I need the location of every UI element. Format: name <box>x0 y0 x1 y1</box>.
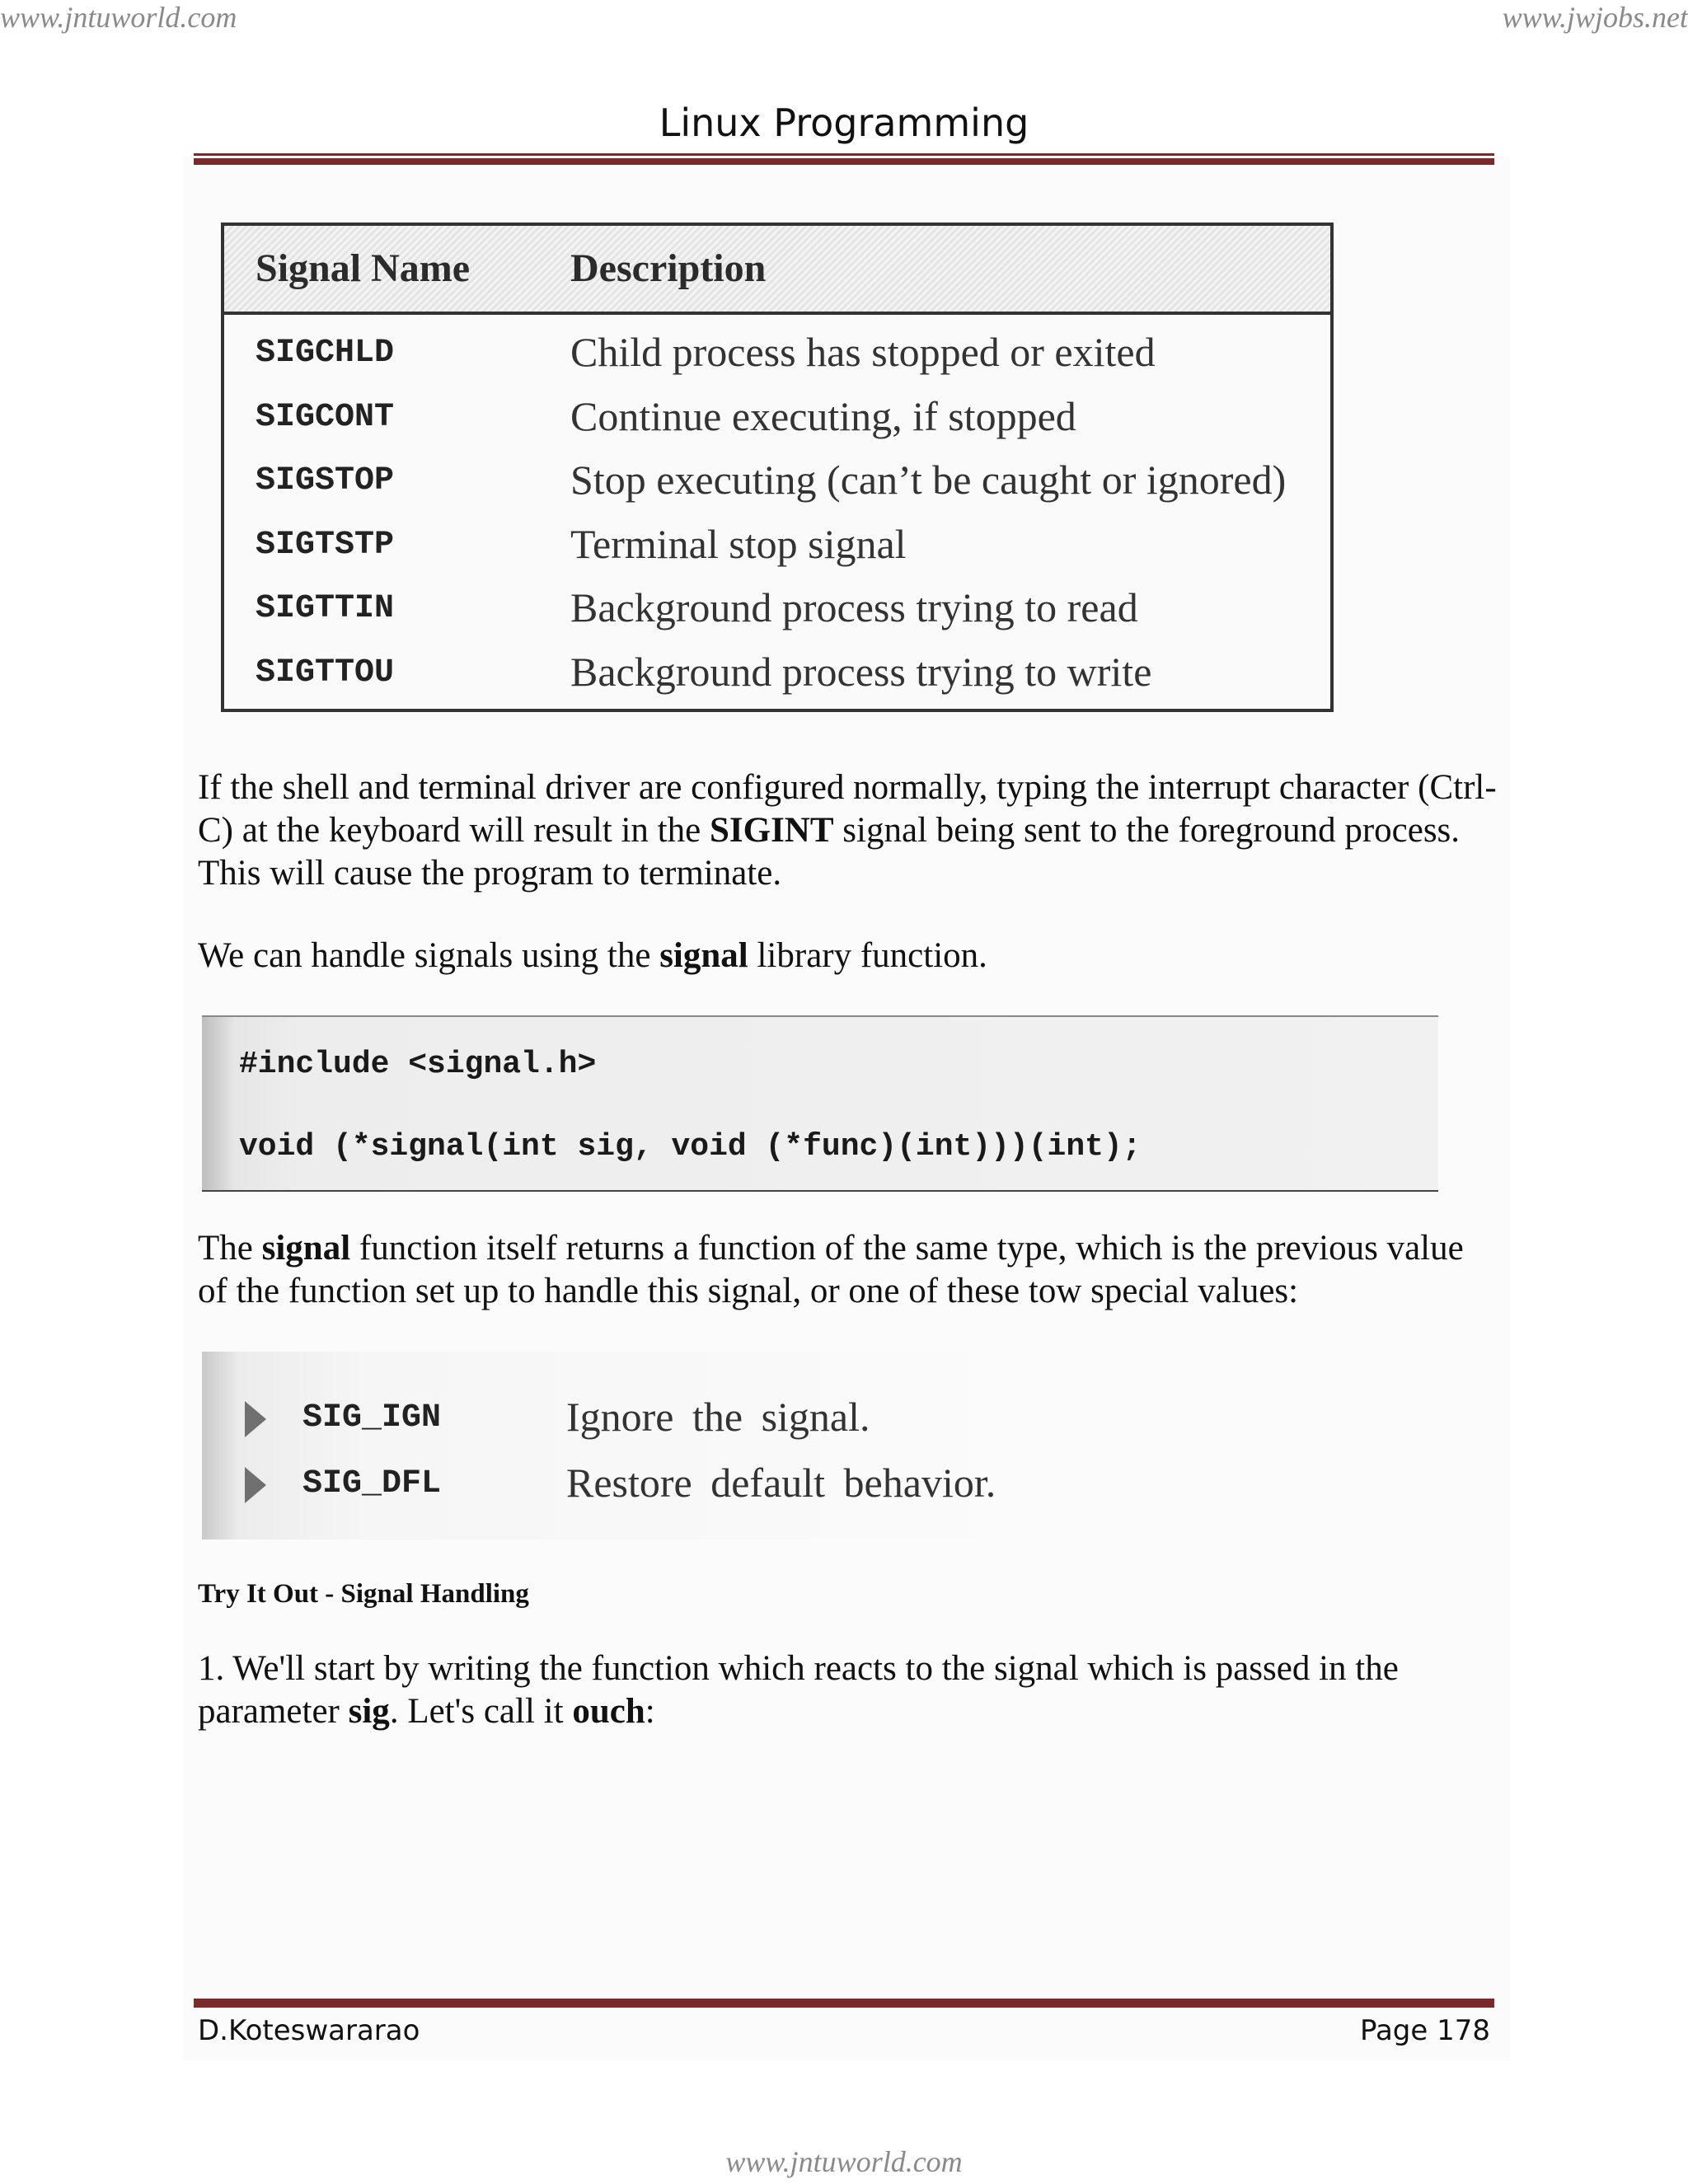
paragraph-text: . Let's call it <box>389 1692 573 1731</box>
signal-description: Background process trying to write <box>570 648 1152 695</box>
table-row <box>224 387 1330 452</box>
value-name: SIG_DFL <box>302 1465 442 1502</box>
paragraph-signal-intro <box>198 935 1500 977</box>
bold-term: signal <box>659 936 748 975</box>
table-row <box>224 579 1330 643</box>
code-line: void (*signal(int sig, void (*func)(int)))(int); <box>239 1129 1142 1165</box>
section-heading: Try It Out - Signal Handling <box>198 1579 529 1609</box>
signal-name: SIGSTOP <box>256 462 395 499</box>
paragraph-sigint <box>198 766 1500 895</box>
bullet-arrow-icon <box>245 1467 266 1503</box>
list-item <box>202 1457 1026 1515</box>
signal-table <box>221 223 1334 712</box>
paragraph-text: function itself returns a function of the same type, which is the previous value of the function set up to handle this signal, or one of these tow special values: <box>198 1229 1464 1310</box>
special-values-list <box>202 1352 1026 1540</box>
watermark-top-right: www.jwjobs.net <box>1502 1 1688 34</box>
signal-name: SIGCONT <box>256 398 395 436</box>
table-row <box>224 515 1330 579</box>
signal-description: Background process trying to read <box>570 584 1138 630</box>
footer-rule <box>194 1996 1494 2008</box>
bold-term: signal <box>261 1229 351 1268</box>
column-header-description: Description <box>570 246 767 290</box>
signal-description: Terminal stop signal <box>570 520 907 567</box>
paragraph-text: : <box>645 1692 655 1731</box>
signal-name: SIGCHLD <box>256 335 395 372</box>
paragraph-text: 1. We'll start by writing the function which reacts to the signal which is passed in the parameter <box>198 1649 1399 1731</box>
code-block <box>202 1015 1438 1192</box>
signal-description: Stop executing (can’t be caught or ignored) <box>570 457 1287 503</box>
paragraph-text: We can handle signals using the <box>198 936 660 975</box>
watermark-bottom: www.jntuworld.com <box>725 2145 963 2178</box>
bold-term: SIGINT <box>709 811 834 850</box>
value-description: Restore default behavior. <box>566 1460 996 1506</box>
table-row <box>224 451 1330 515</box>
bullet-arrow-icon <box>245 1401 266 1437</box>
table-row <box>224 323 1330 387</box>
paragraph-text: library function. <box>748 936 987 975</box>
signal-name: SIGTSTP <box>256 526 395 564</box>
value-description: Ignore the signal. <box>566 1394 870 1440</box>
list-item <box>202 1391 1026 1449</box>
signal-name: SIGTTIN <box>256 590 395 627</box>
bold-term: ouch <box>572 1692 645 1731</box>
paragraph-text: If the shell and terminal driver are configured normally, typing the interrupt character (Ctrl-C) at the keyboard will result in the <box>198 768 1497 850</box>
code-line: #include <signal.h> <box>239 1047 597 1082</box>
value-name: SIG_IGN <box>302 1399 442 1436</box>
signal-description: Continue executing, if stopped <box>570 392 1076 439</box>
column-header-signal-name: Signal Name <box>256 246 471 290</box>
table-row <box>224 643 1330 707</box>
footer-author: D.Koteswararao <box>198 2014 420 2047</box>
page-title: Linux Programming <box>659 101 1029 145</box>
header-rule <box>194 153 1494 165</box>
paragraph-text: The <box>198 1229 262 1268</box>
paragraph-signal-returns <box>198 1227 1500 1313</box>
signal-description: Child process has stopped or exited <box>570 329 1156 375</box>
watermark-top-left: www.jntuworld.com <box>0 1 237 34</box>
signal-table-header <box>224 226 1330 315</box>
signal-name: SIGTTOU <box>256 654 395 691</box>
footer-page-number: Page 178 <box>1359 2014 1490 2047</box>
paragraph-step-1 <box>198 1647 1500 1733</box>
paragraph-text: signal being sent to the foreground process. This will cause the program to terminate. <box>198 811 1461 893</box>
bold-term: sig <box>348 1692 390 1731</box>
